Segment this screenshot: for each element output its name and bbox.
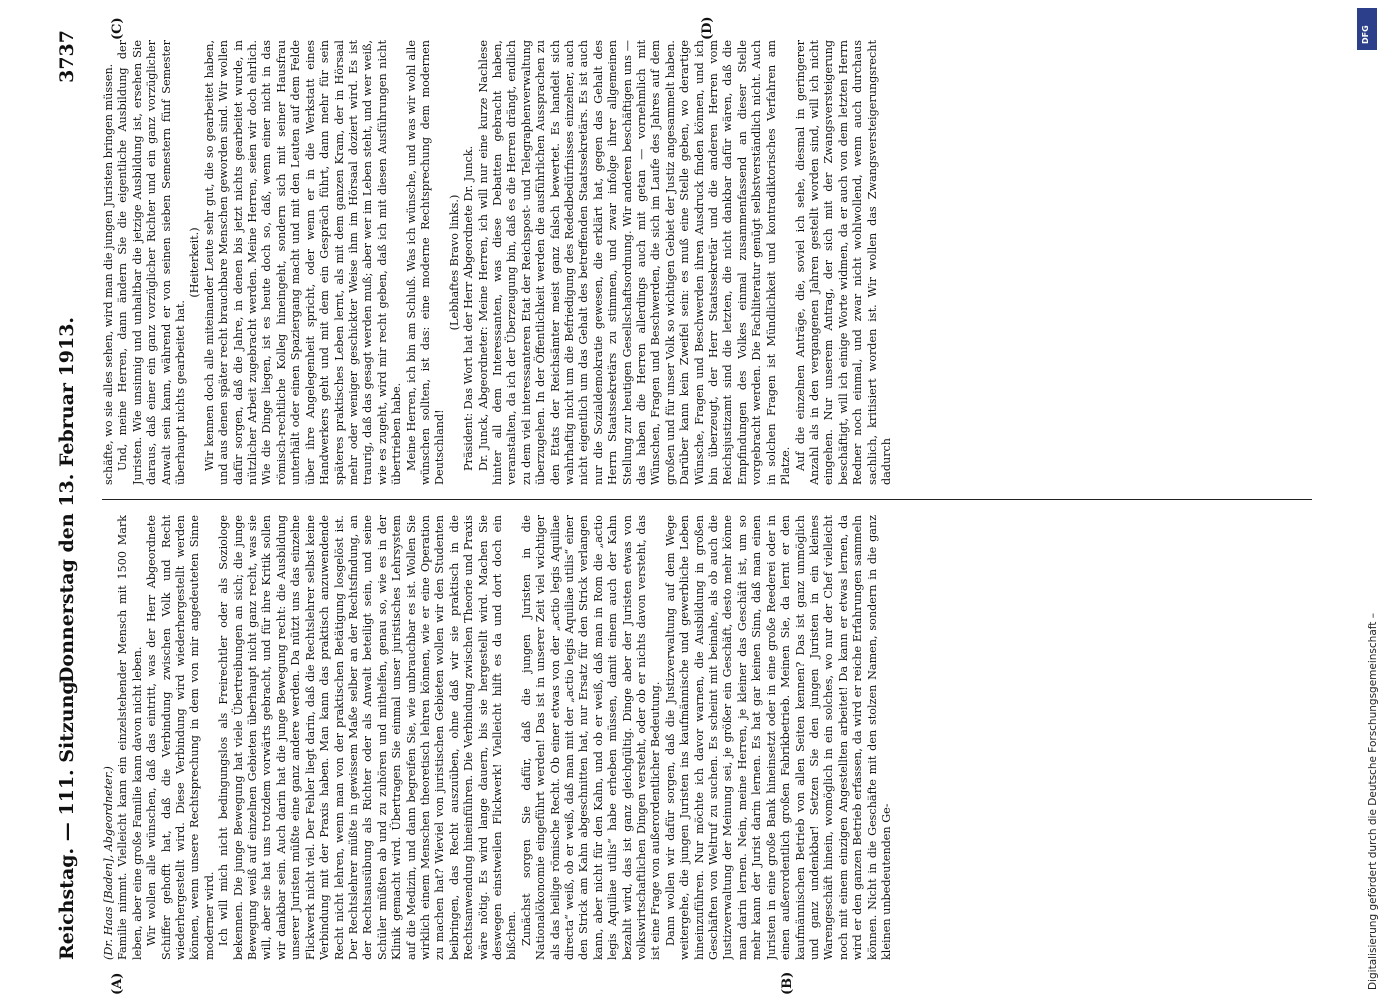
paragraph: Ich will mich nicht bedingungslos als Freirechtler oder als Soziologe bekennen. Die junge Bewegung hat viele Übertreibungen an sich; die junge Bewegung weiß auf einzelnen Gebieten überhaupt nicht ganz recht, was sie will, aber sie hat uns trotzdem vorwärts gebracht, und für ihre Kritik sollen wir dankbar sein. Auch darin hat die junge Bewegung recht: die Ausbildung unserer Juristen müßte eine ganz andere werden. Da nützt uns das einzelne Flickwerk nicht viel. Der Fehler liegt darin, daß die Rechtslehrer selbst keine Verbindung mit der Praxis haben. Man kann das praktisch anzuwendende Recht nicht lehren, wenn man von der praktischen Betätigung losgelöst ist. Der Rechtslehrer müßte in gewissem Maße selber an der Rechtsfindung, an der Rechtsausübung als Richter oder als Anwalt beteiligt sein, und seine Schüler müßten ab und zu zuhören und mithelfen, genau so, wie es in der Klinik gemacht wird. Übertragen Sie einmal unser juristisches Lehrsystem auf die Medizin, und dann begreifen Sie, wie unbrauchbar es ist. Wollen Sie wirklich einem Menschen theoretisch lehren können, wie er eine Operation zu machen hat? Wieviel von juristischen Gebieten wollen wir den Studenten beibringen, das Recht auszuüben, ohne daß wir sie praktisch in die Rechtsanwendung hineinführen. Die Verbindung zwischen Theorie und Praxis wäre nötig. Es wird lange dauern, bis sie hergestellt wird. Machen Sie deswegen einstweilen Flickwerk! Vielleicht hilft es da und dort doch ein bißchen. bbox=[217, 515, 519, 960]
header-page-number: 3737 bbox=[56, 30, 78, 83]
margin-marker-c: (C) bbox=[110, 17, 125, 40]
president-line: Präsident: Das Wort hat der Herr Abgeordnete Dr. Junck. bbox=[462, 145, 476, 471]
paragraph: Wir kennen doch alle miteinander Leute sehr gut, die so gearbeitet haben, und aus denen später recht brauchbare Menschen geworden sind. Wir wollen dafür sorgen, daß die Jahre, in denen bis jetzt nichts gearbeitet wurde, in nützlicher Arbeit zugebracht werden. Meine Herren, seien wir doch ehrlich. Wie die Dinge liegen, ist es heute doch so, daß, wenn einer nicht in das römisch-rechtliche Kolleg hineingeht, sondern sich mit seiner Hausfrau unterhält oder einen Spaziergang macht und mit den Leuten auf dem Felde über ihre Angelegenheit spricht, oder wenn er in die Werkstatt eines Handwerkers geht und mit dem ein Gespräch führt, dann mehr für sein späteres praktisches Leben lernt, als mit dem ganzen Kram, der in Hörsaal mehr oder weniger geschickter Weise ihm im Hörsaal doziert wird. Es ist traurig, daß das gesagt werden muß; aber wer im Leben steht, und wer weiß, wie es zugeht, wird mir recht geben, daß ich mit diesen Ausführungen nicht übertrieben habe. bbox=[202, 40, 404, 485]
paragraph: Dr. Junck, Abgeordneter: Meine Herren, ich will nur eine kurze Nachlese hinter all dem Interessanten, was diese Debatten gebracht haben, veranstalten, da ich der Überzeugung bin, daß es die Herren drängt, endlich zu dem viel interessanteren Etat der Reichspost- und Telegraphenverwaltung überzugehen. In der Öffentlichkeit werden die ausführlichen Aussprachen zu den Etats der Reichsämter meist ganz falsch bewertet. Es handelt sich wahrhaftig nicht um die Befriedigung des Rededbedürfnisses einzelner, auch nicht eigentlich um das Gehalt des betreffenden Staatssekretärs. Es ist auch nur die Sozialdemokratie gewesen, die erklärt hat, gegen das Gehalt des Herrn Staatssekretärs zu stimmen, und zwar infolge ihrer allgemeinen Stellung zur heutigen Gesellschaftsordnung. Wir anderen beschäftigen uns — das haben die Herren allerdings auch mit getan — vornehmlich mit Wünschen, Fragen und Beschwerden, die sich im Laufe des Jahres auf dem großen und für unser Volk so wichtigen Gebiet der Justiz angesammelt haben. Darüber kann kein Zweifel sein: es muß eine Stelle geben, wo derartige Wünsche, Fragen und Beschwerden ihren Ausdruck finden können, und ich bin überzeugt, der Herr Staatssekretär und die anderen Herren vom Reichsjustizamt sind die letzten, die nicht dankbar dafür wären, daß die Empfindungen des Volkes einmal zusammenfassend an dieser Stelle vorgebracht werden. Die Fachliteratur genügt selbstverständlich nicht. Auch in solchen Fragen ist Mündlichkeit und kontradiktorisches Verfahren am Platze. bbox=[476, 40, 793, 485]
left-text-column bbox=[102, 515, 1312, 960]
paragraph: Familie nimmt. Vielleicht kann ein einzelstehender Mensch mit 1500 Mark leben, aber eine große Familie kann davon nicht leben. bbox=[116, 515, 144, 960]
paragraph: Und, meine Herren, dann ändern Sie die eigentliche Ausbildung der Juristen. Wie unsinnig und unhaltbar die jetzige Ausbildung ist, ersehen Sie daraus, daß einer ein ganz vorzüglicher Richter und ein ganz vorzüglicher Anwalt sein kann, während er von seinen sieben Semestern fünf Semester überhaupt nichts gearbeitet hat. bbox=[116, 40, 188, 485]
column-divider bbox=[102, 499, 1312, 500]
header-date: Donnerstag den 13. Februar 1913. bbox=[56, 316, 78, 684]
digitization-notice: Digitalisierung gefördert durch die Deutsche Forschungsgemeinschaft – bbox=[1367, 613, 1379, 990]
speaker-line: (Dr. Haas [Baden], Abgeordneter.) bbox=[102, 766, 115, 960]
interjection: (Heiterkeit.) bbox=[188, 227, 202, 298]
margin-marker-d: (D) bbox=[700, 16, 715, 40]
margin-marker-b: (B) bbox=[780, 971, 795, 995]
paragraph: Wir wollen alle wünschen, daß das eintritt, was der Herr Abgeordnete Schiffer gehofft hat, daß die Verbindung zwischen Volk und Recht wiederhergestellt wird. Diese Verbindung wird wiederhergestellt werden können, wenn unsere Rechtsprechung in dem von mir angedeuteten Sinne moderner wird. bbox=[145, 515, 216, 960]
paragraph: Auf die einzelnen Anträge, die, soviel ich sehe, diesmal in geringerer Anzahl als in den vergangenen Jahren gestellt worden sind, will ich nicht eingehen. Nur unserem Antrag, der sich mit der Zwangsversteigerung beschäftigt, will ich einige Worte widmen, da er auch von dem letzten Herrn Redner noch einmal, und zwar nicht wohlwollend, wenn auch durchaus sachlich, kritisiert worden ist. Wir wollen das Zwangsversteigerungsrecht dadurch bbox=[793, 40, 893, 485]
interjection: (Lebhaftes Bravo links.) bbox=[447, 194, 461, 331]
right-text-column bbox=[102, 40, 1312, 485]
margin-marker-a: (A) bbox=[110, 972, 125, 995]
header-session: Reichstag. — 111. Sitzung. bbox=[56, 674, 78, 960]
paragraph: Meine Herren, ich bin am Schluß. Was ich wünsche, und was wir wohl alle wünschen sollten, ist das: eine moderne Rechtsprechung dem modernen Deutschland! bbox=[404, 40, 447, 485]
paragraph: Zunächst sorgen Sie dafür, daß die jungen Juristen in die Nationalökonomie eingeführt werden! Das ist in unserer Zeit viel wichtiger als das heilige römische Recht. Ob einer etwas von der „actio legis Aquiliae directa“ weiß, ob er weiß, daß man mit der „actio legis Aquiliae utilis“ einer den Strick am Kahn abgeschnitten hat, nur Ersatz für den Strick verlangen kann, aber nicht für den Kahn, und ob er weiß, daß man in Rom die „actio legis Aquiliae utilis“ habe erheben müssen, damit einem auch der Kahn bezahlt wird, das ist ganz gleichgültig. Dinge aber der Juristen etwas von volkswirtschaftlichen Dingen versteht, oder ob er nichts davon versteht, das ist eine Frage von außerordentlicher Bedeutung. bbox=[519, 515, 663, 960]
rotated-document-page bbox=[50, 0, 1340, 1000]
paragraph: Dann wollen wir dafür sorgen, daß die Justizverwaltung auf dem Wege weitergehe, die jungen Juristen ins kaufmännische und gewerbliche Leben hineinzuführen. Nur möchte ich davor warnen, die Ausbildung in großen Geschäften von Weltruf zu suchen. Es scheint mit beinahe, als ob auch die Justizverwaltung der Meinung sei, je größer ein Geschäft, desto mehr könne man darin lernen. Nein, meine Herren, je kleiner das Geschäft ist, um so mehr kann der Jurist darin lernen. Es hat gar keinen Sinn, daß man einen Juristen in eine große Bank hineinsetzt oder in eine große Reederei oder in einen außerordentlich großen Fabrikbetrieb. Meinen Sie, da lernt er den kaufmännischen Betrieb von allen Seiten kennen? Das ist ganz unmöglich und ganz undenkbar! Setzen Sie den jungen Juristen in ein kleines Warengeschäft hinein, womöglich in ein solches, wo nur der Chef vielleicht noch mit einem einzigen Angestellten arbeitet! Da kann er etwas lernen, da wird er den ganzen Betrieb erfassen, da wird er reiche Erfahrungen sammeln können. Nicht in die Geschäfte mit den stolzen Namen, sondern in die ganz kleinen unbedeutenden Ge- bbox=[663, 515, 893, 960]
paragraph: schäfte, wo sie alles sehen, wird man die jungen Juristen bringen müssen. bbox=[102, 63, 115, 485]
page-header bbox=[50, 0, 96, 1000]
dfg-logo: DFG bbox=[1357, 8, 1377, 50]
